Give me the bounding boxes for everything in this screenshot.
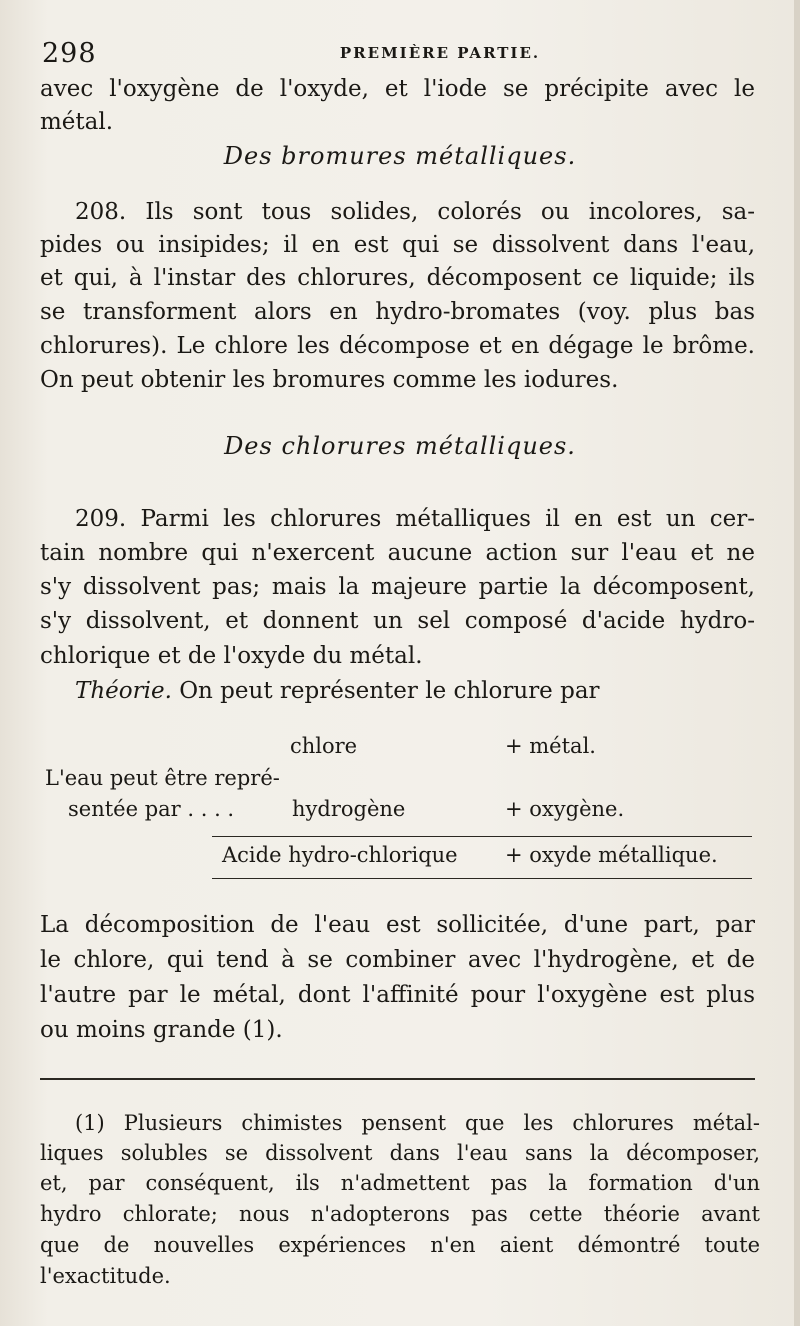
text-line: s'y dissolvent, et donnent un sel composé d'acide hydro- [40, 608, 755, 634]
text-line: tain nombre qui n'exercent aucune action sur l'eau et ne [40, 540, 755, 566]
running-title: PREMIÈRE PARTIE. [339, 44, 541, 62]
page-number: 298 [42, 38, 97, 69]
formula-chlore: chlore [290, 734, 358, 758]
text-line: métal. [40, 109, 114, 135]
footnote-line: et, par conséquent, ils n'admettent pas la formation d'un [40, 1171, 760, 1195]
formula-plus-oxygene: + oxygène. [505, 797, 625, 821]
text-line: chlorures). Le chlore les décompose et en dégage le brôme. [40, 333, 755, 359]
theory-line [40, 675, 755, 708]
theory-text: On peut représenter le chlorure par [179, 678, 600, 704]
text-line: l'autre par le métal, dont l'affinité pour l'oxygène est plus [40, 982, 755, 1008]
text-line: On peut obtenir les bromures comme les iodures. [40, 367, 619, 393]
footnote-line: que de nouvelles expériences n'en aient démontré toute [40, 1233, 760, 1257]
text-line: et qui, à l'instar des chlorures, décomposent ce liquide; ils [40, 265, 755, 291]
footnote-separator [40, 1078, 755, 1080]
formula-acide: Acide hydro-chlorique [222, 843, 458, 867]
footnote-line: (1) Plusieurs chimistes pensent que les chlorures métal- [75, 1111, 760, 1135]
formula-plus-metal: + métal. [505, 734, 596, 758]
text-line: 209. Parmi les chlorures métalliques il en est un cer- [75, 506, 755, 532]
formula-sum-rule [212, 836, 752, 837]
text-line: avec l'oxygène de l'oxyde, et l'iode se précipite avec le [40, 76, 755, 102]
text-line: chlorique et de l'oxyde du métal. [40, 643, 423, 669]
formula-water-line1: L'eau peut être repré- [45, 766, 280, 790]
formula-water-line2: sentée par . . . . [68, 797, 235, 821]
footnote-line: l'exactitude. [40, 1264, 171, 1288]
text-line: s'y dissolvent pas; mais la majeure partie la décomposent, [40, 574, 755, 600]
footnote-line: liques solubles se dissolvent dans l'eau sans la décomposer, [40, 1141, 760, 1165]
footnote-line: hydro chlorate; nous n'adopterons pas cette théorie avant [40, 1202, 760, 1226]
text-line: ou moins grande (1). [40, 1017, 283, 1043]
section-heading-bromures: Des bromures métalliques. [223, 142, 577, 170]
formula-bottom-rule [212, 878, 752, 879]
page-edge [794, 0, 800, 1326]
text-line: 208. Ils sont tous solides, colorés ou incolores, sa- [75, 199, 755, 225]
formula-hydrogene: hydrogène [292, 797, 406, 821]
formula-plus-oxyde: + oxyde métallique. [505, 843, 718, 867]
text-line: se transforment alors en hydro-bromates (voy. plus bas [40, 299, 755, 325]
theory-label: Théorie. [75, 678, 172, 704]
text-line: pides ou insipides; il en est qui se dissolvent dans l'eau, [40, 232, 755, 258]
text-line: le chlore, qui tend à se combiner avec l'hydrogène, et de [40, 947, 755, 973]
section-heading-chlorures: Des chlorures métalliques. [224, 432, 576, 460]
page-header [40, 36, 740, 70]
text-line: La décomposition de l'eau est sollicitée, d'une part, par [40, 912, 755, 938]
